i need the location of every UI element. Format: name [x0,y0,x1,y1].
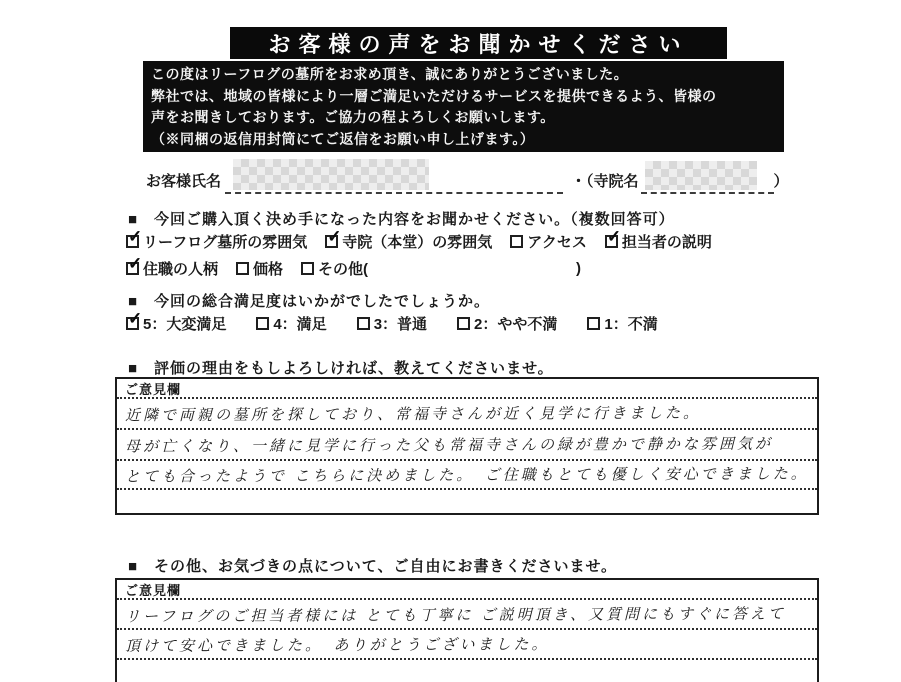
opinion-box-label: ご意見欄 [117,379,817,399]
opinion-line-row-empty [117,490,817,520]
option-label: その他( [318,261,369,278]
temple-name-field[interactable] [641,162,774,194]
option-label: 2：やや不満 [474,316,558,333]
option-temple-atmosphere[interactable] [325,227,493,252]
q3-heading: ■ 評価の理由をもしよろしければ、教えてくださいませ。 [128,360,554,377]
checkbox[interactable] [357,317,370,330]
option-price[interactable] [236,258,283,279]
customer-name-field[interactable] [225,162,563,194]
option-dissatisfied[interactable] [587,313,657,334]
option-label: 価格 [253,261,284,278]
option-neutral[interactable] [357,313,427,334]
option-label: 寺院（本堂）の雰囲気 [342,234,493,251]
intro-line: この度はリーフログの墓所をお求め頂き、誠にありがとうございました。 [151,66,629,82]
q1-options-row-1 [126,227,712,252]
name-row [146,158,789,194]
option-very-satisfied[interactable] [126,309,227,334]
check-icon: ✓ [128,227,143,246]
checkbox[interactable] [457,317,470,330]
intro-line: 弊社では、地域の皆様により一層ご満足いただけるサービスを提供できるよう、皆様の [151,87,717,104]
check-icon: ✓ [128,254,143,273]
q2-heading: ■ 今回の総合満足度はいかがでしたでしょうか。 [128,293,491,310]
option-somewhat-dissatisfied[interactable] [457,313,557,334]
q1-options-row-2 [126,254,582,279]
handwritten-text: リーフログのご担当者様には とても丁寧に ご説明頂き、又質問にもすぐに答えて [124,605,787,625]
checkbox[interactable] [325,227,342,248]
option-label: 3：普通 [373,316,428,333]
opinion-line-row [117,430,817,461]
option-close-paren: ) [576,260,582,277]
option-label: 5：大変満足 [143,316,227,333]
option-label: リーフログ墓所の雰囲気 [143,234,308,251]
intro-line: 声をお聞きしております。ご協力の程よろしくお願いします。 [151,109,555,125]
checkbox[interactable] [126,254,143,275]
temple-close-paren: ） [773,173,789,190]
handwritten-text: 母が亡くなり、一緒に見学に行った父も常福寺さんの緑が豊かで静かな雰囲気が [124,435,774,456]
opinion-line-row [117,600,817,630]
option-label: 4：満足 [273,316,327,333]
option-label: 住職の人柄 [143,261,219,278]
q1-heading: ■ 今回ご購入頂く決め手になった内容をお聞かせください。（複数回答可） [128,211,675,228]
check-icon: ✓ [606,227,622,246]
check-icon: ✓ [327,227,342,246]
checkbox[interactable] [126,309,143,330]
option-label: 1：不満 [604,316,658,333]
checkbox[interactable] [587,317,600,330]
form-title: お客様の声をお聞かせください [230,27,727,59]
option-other[interactable] [301,258,581,279]
option-access[interactable] [510,231,587,252]
q4-heading: ■ その他、お気づきの点について、ご自由にお書きくださいませ。 [128,558,618,575]
opinion-line-row [117,399,817,430]
checkbox[interactable] [605,227,622,248]
check-icon: ✓ [128,309,143,328]
checkbox[interactable] [256,317,269,330]
option-label: アクセス [527,234,587,251]
option-staff-explanation[interactable] [605,227,712,252]
opinion-line-row-empty [117,660,817,682]
checkbox[interactable] [510,235,523,248]
option-label: 担当者の説明 [621,234,712,251]
temple-name-label: ・（寺院名 [571,173,639,190]
opinion-line-row [117,461,817,490]
q4-opinion-box[interactable] [115,578,819,682]
option-priest-character[interactable] [126,254,219,279]
option-satisfied[interactable] [256,313,326,334]
intro-line: （※同梱の返信用封筒にてご返信をお願い申し上げます。） [151,130,535,147]
checkbox[interactable] [301,262,314,275]
opinion-line-row [117,630,817,660]
handwritten-text: とても合ったようで こちらに決めました。 ご住職もとても優しく安心できました。 [124,465,809,486]
opinion-box-label: ご意見欄 [117,580,817,600]
q3-opinion-box[interactable] [115,377,819,515]
checkbox[interactable] [236,262,249,275]
intro-block [143,61,784,152]
customer-name-label: お客様氏名 [146,173,222,190]
checkbox[interactable] [126,227,143,248]
handwritten-text: 近隣で両親の墓所を探しており、常福寺さんが近く見学に行きました。 [124,404,702,425]
option-leaflog-atmosphere[interactable] [126,227,308,252]
q2-options-row [126,309,658,334]
temple-name-redaction [645,161,757,190]
customer-name-redaction [233,159,429,190]
handwritten-text: 頂けて安心できました。 ありがとうございました。 [124,635,550,655]
